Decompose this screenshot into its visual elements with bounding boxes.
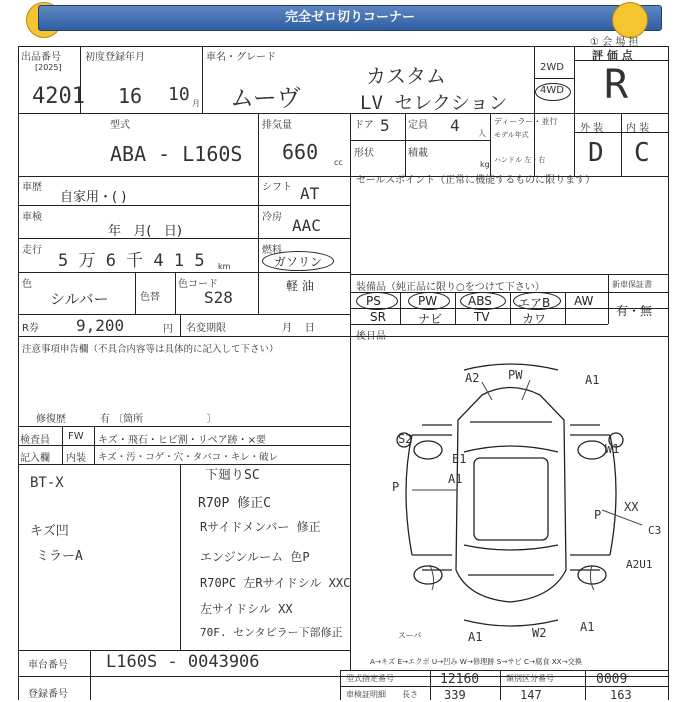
drive-4wd: 4WD: [540, 85, 564, 96]
mark-s2: S2: [398, 432, 413, 446]
interior-label: 内 装: [626, 123, 650, 134]
inspector-label-2: 記入欄: [20, 453, 50, 464]
repaint-label: 色替: [140, 292, 160, 303]
height-value: 163: [610, 688, 632, 702]
equip-airbag: エアB: [518, 296, 551, 310]
damage-legend: A→キズ E→エクボ U→凹み W→修理跡 S→サビ C→腐食 XX→交換: [370, 657, 582, 666]
note-bt-x: BT-X: [30, 475, 64, 491]
inspector-fw: FW: [68, 431, 84, 442]
mark-p-left: P: [392, 480, 400, 494]
first-registration-label: 初度登録年月: [85, 52, 145, 63]
class-no-label: 類別区分番号: [506, 674, 554, 683]
mark-a1-rear-left: A1: [468, 630, 483, 644]
note-mirror: ミラーA: [36, 549, 83, 564]
equip-tv: TV: [474, 310, 490, 324]
mark-w2: W2: [532, 626, 547, 640]
inspection-label: 車検: [22, 212, 42, 223]
chassis-value: L160S - 0043906: [106, 652, 260, 672]
cc-unit: cc: [334, 158, 343, 167]
fuel-other: 軽 油: [286, 279, 314, 293]
note-r-side-member: Rサイドメンバー 修正: [200, 520, 321, 534]
inspector-int-items: キズ・汚・コゲ・穴・タバコ・キレ・破レ: [98, 452, 279, 463]
history-label: 車歴: [22, 182, 42, 193]
grade-line-1: カスタム: [366, 64, 446, 88]
equip-airbag-circle: [513, 292, 561, 310]
declare-label: 注意事項申告欄（不具合内容等は具体的に記入して下さい）: [22, 344, 279, 355]
model-grade-label: 車名・グレード: [206, 52, 276, 63]
history-value: 自家用・( ): [60, 190, 127, 205]
type-no-label: 型式指定番号: [346, 674, 394, 683]
equip-aw: AW: [574, 294, 594, 308]
mark-xx-right: XX: [624, 500, 639, 514]
capacity-label: 定員: [408, 120, 428, 131]
width-value: 147: [520, 688, 542, 702]
mark-a1-left-door: A1: [448, 472, 463, 486]
grade-eval-label: 評 価 点: [592, 49, 633, 62]
note-engine-room: エンジンルーム 色P: [200, 550, 310, 564]
first-registration-year: 16: [118, 84, 143, 108]
repair-label: 修復歴: [36, 414, 66, 425]
ac-value: AAC: [292, 216, 321, 235]
mark-e1: E1: [452, 452, 467, 466]
length-label: 長さ: [402, 690, 418, 699]
shift-label: シフト: [262, 182, 292, 193]
lot-sub-label: [2025]: [35, 63, 62, 72]
km-unit: km: [218, 262, 231, 271]
note-center-pillar: 70F. センタピラー下部修正: [200, 626, 343, 639]
note-undercarriage: 下廻りSC: [205, 468, 260, 483]
mark-a2-front-left: A2: [465, 371, 480, 385]
model-name: ムーヴ: [230, 84, 301, 112]
mileage-value: 5 万 6 千 4 1 5: [58, 251, 205, 271]
inspector-interior: 内装: [66, 453, 86, 464]
body-shape-label: 形状: [354, 148, 374, 159]
equip-abs-circle: [460, 292, 506, 310]
displacement-label: 排気量: [262, 120, 292, 131]
equip-pw: PW: [418, 294, 438, 308]
note-scratch-dent: キズ凹: [30, 524, 69, 539]
color-value: シルバー: [50, 290, 109, 308]
model-code-label: 型式: [110, 120, 130, 131]
type-no-value: 12160: [440, 672, 480, 687]
inspector-label-1: 検査員: [20, 435, 50, 446]
handle-label: ハンドル 左・右: [494, 156, 546, 164]
color-code-label: 色コード: [178, 279, 218, 290]
selling-points-label: セールスポイント（正常に機能するものに限ります）: [356, 175, 596, 186]
car-damage-diagram: [352, 340, 666, 650]
equip-ps-circle: [356, 292, 398, 310]
mileage-label: 走行: [22, 245, 42, 256]
inspection-value: 年 月( 日): [108, 224, 182, 239]
month-unit: 月: [192, 99, 200, 108]
interior-grade: C: [634, 138, 650, 168]
model-year-label: モデル年式: [494, 131, 529, 139]
warranty-value: 有・無: [616, 304, 653, 318]
dealer-label: ディーラー・並行: [494, 117, 558, 126]
lot-number: 4201: [32, 84, 85, 109]
length-value: 339: [444, 688, 466, 702]
aftermarket-label: 後日品: [356, 331, 386, 342]
equip-sr: SR: [370, 310, 386, 324]
cert-label: 車検証明細: [346, 690, 386, 699]
lot-number-label: 出品番号: [21, 52, 61, 63]
exterior-grade: D: [588, 138, 604, 168]
color-label: 色: [22, 279, 32, 290]
mark-a1-rear-right: A1: [580, 620, 595, 634]
mark-spare: スーパ: [398, 631, 422, 640]
equip-pw-circle: [408, 292, 450, 310]
mark-w1: W1: [605, 442, 620, 456]
first-registration-month: 10: [168, 84, 190, 105]
model-code: ABA - L160S: [110, 142, 243, 166]
displacement-value: 660: [282, 140, 319, 164]
note-r70pc: R70PC 左Rサイドシル XXC: [200, 576, 351, 590]
note-left-side-sill: 左サイドシル XX: [200, 602, 293, 616]
class-no-value: 0009: [596, 672, 628, 687]
recycle-value: 9,200: [76, 316, 125, 335]
doors-value: 5: [380, 116, 390, 135]
capacity-unit: 人: [478, 129, 486, 138]
banner: [38, 5, 662, 31]
equipment-label: 装備品（純正品に限り○をつけて下さい）: [356, 282, 545, 293]
grade-line-2: LV セレクション: [360, 92, 508, 114]
top-right-note: ① 会 場 担: [590, 37, 639, 48]
mark-a1-front-right: A1: [585, 373, 600, 387]
equip-navi: ナビ: [418, 312, 443, 326]
banner-title: 完全ゼロ切りコーナー: [284, 10, 415, 25]
mark-c3: C3: [648, 524, 662, 537]
exterior-label: 外 装: [580, 123, 604, 134]
drive-2wd: 2WD: [540, 62, 564, 73]
inspector-fw-items: キズ・飛石・ヒビ割・リペア跡・×要: [98, 435, 266, 446]
equip-ps: PS: [366, 294, 381, 308]
mark-pw: PW: [508, 368, 523, 382]
name-change-label: 名変期限: [186, 323, 226, 334]
new-car-warranty-label: 新車保証書: [612, 280, 652, 289]
mark-p-right: P: [594, 508, 602, 522]
note-r70p: R70P 修正C: [198, 496, 271, 511]
recycle-unit: 円: [163, 324, 173, 335]
color-code-value: S28: [204, 288, 233, 307]
load-label: 積載: [408, 148, 428, 159]
mark-a2u1: A2U1: [626, 558, 653, 571]
grade-eval-value: R: [604, 62, 629, 108]
equip-leather: カワ: [522, 312, 547, 326]
recycle-label: R券: [22, 323, 39, 334]
name-change-value: 月 日: [282, 323, 315, 334]
ac-label: 冷房: [262, 212, 282, 223]
equip-abs: ABS: [468, 294, 492, 308]
repair-value: 有 〔箇所 〕: [100, 414, 217, 425]
registration-label: 登録番号: [28, 689, 68, 700]
capacity-value: 4: [450, 116, 460, 135]
fuel-value: ガソリン: [274, 255, 323, 269]
fuel-label: 燃料: [262, 245, 282, 256]
chassis-label: 車台番号: [28, 660, 68, 671]
kg-unit: kg: [480, 160, 490, 169]
shift-value: AT: [300, 184, 320, 203]
doors-label: ドア: [354, 120, 374, 131]
